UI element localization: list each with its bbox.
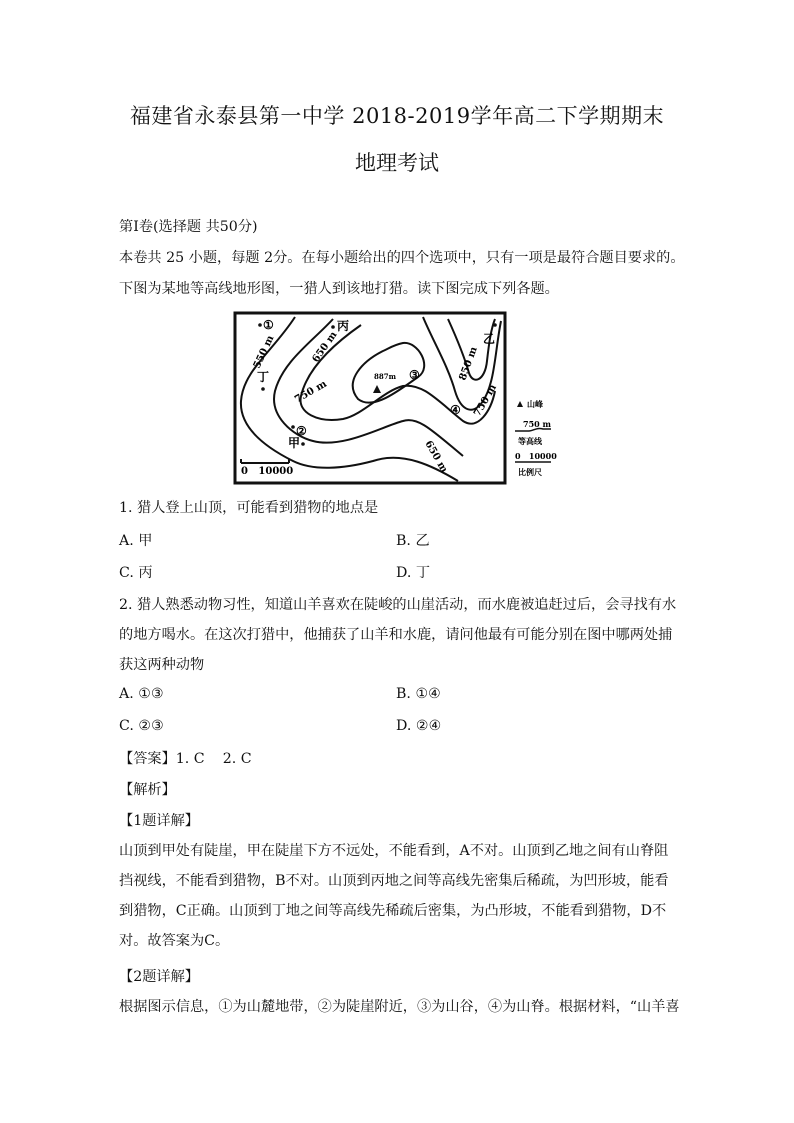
contour-map-figure bbox=[233, 311, 563, 485]
legend-peak: 山峰 bbox=[527, 399, 543, 409]
question-2-option-c: C. ②③ bbox=[119, 718, 164, 734]
answer-line bbox=[119, 749, 679, 769]
question-1-option-c: C. 丙 bbox=[119, 565, 153, 581]
question-1-option-a: A. 甲 bbox=[119, 533, 153, 549]
analysis-q2-heading: 【2题详解】 bbox=[119, 969, 199, 985]
section-instructions: 本卷共 25 小题，每题 2分。在每小题给出的四个选项中，只有一项是最符合题目要求的。 bbox=[119, 250, 685, 266]
analysis-q1-heading: 【1题详解】 bbox=[119, 813, 199, 829]
map-label-bing: 丙 bbox=[337, 319, 350, 333]
map-label-circle1: ① bbox=[263, 318, 274, 332]
map-label-peak-height: 887m bbox=[374, 372, 397, 381]
map-label-circle4: ④ bbox=[450, 403, 461, 417]
section-part: 第Ⅰ卷(选择题 共50分) bbox=[119, 219, 258, 235]
question-2-stem: 2. 猎人熟悉动物习性，知道山羊喜欢在陡峻的山崖活动，而水鹿被追赶过后，会寻找有水的地方喝水。在这次打猎中，他捕获了山羊和水鹿，请问他最有可能分别在图中哪两处捕获这两种动物 bbox=[119, 597, 677, 673]
analysis-label: 【解析】 bbox=[119, 782, 176, 798]
legend-peak-icon bbox=[517, 401, 523, 407]
answer-text: 1. C 2. C bbox=[175, 751, 252, 767]
page-subtitle: 地理考试 bbox=[355, 151, 439, 175]
legend-contour-value: 750 m bbox=[523, 419, 551, 429]
question-2-option-b: B. ①④ bbox=[396, 686, 441, 702]
map-label-jia: 甲 bbox=[288, 436, 301, 450]
legend-scale-value: 0 10000 bbox=[515, 451, 557, 461]
map-label-circle3: ③ bbox=[409, 368, 420, 382]
map-label-yi: 乙 bbox=[483, 332, 496, 346]
map-label-ding: 丁 bbox=[257, 370, 270, 384]
legend-contour: 等高线 bbox=[518, 436, 542, 446]
analysis-q2-text: 根据图示信息，①为山麓地带，②为陡崖附近，③为山谷，④为山脊。根据材料，“山羊喜 bbox=[119, 999, 680, 1015]
answer-label: 【答案】 bbox=[119, 751, 176, 767]
contour-label-550: 550 m bbox=[251, 333, 277, 371]
legend-scale: 比例尺 bbox=[518, 467, 542, 477]
analysis-q1-text: 山顶到甲处有陡崖，甲在陡崖下方不远处，不能看到，A不对。山顶到乙地之间有山脊阻挡视线，不能看到猎物，B不对。山顶到丙地之间等高线先密集后稀疏，为凹形坡，能看到猎物，C正确。山顶到丁地之间等高线先稀疏后密集，为凸形坡，不能看到猎物，D不对。故答案为C。 bbox=[119, 843, 669, 949]
map-scale-label: 0 10000 bbox=[241, 466, 294, 477]
page-title: 福建省永泰县第一中学 2018-2019学年高二下学期期末 bbox=[129, 104, 665, 128]
question-1-option-b: B. 乙 bbox=[396, 533, 430, 549]
contour-label-650-top: 650 m bbox=[310, 329, 340, 365]
section-intro: 下图为某地等高线地形图，一猎人到该地打猎。读下图完成下列各题。 bbox=[119, 281, 559, 297]
question-1-option-d: D. 丁 bbox=[396, 565, 431, 581]
question-1-stem: 1. 猎人登上山顶，可能看到猎物的地点是 bbox=[119, 500, 379, 516]
question-2-option-d: D. ②④ bbox=[396, 718, 442, 734]
map-label-circle2: ② bbox=[296, 424, 307, 438]
contour-label-650-bottom: 650 m bbox=[422, 439, 450, 475]
contour-label-850: 850 m bbox=[457, 345, 480, 383]
contour-label-750-left: 750 m bbox=[293, 378, 329, 406]
contour-label-750-right: 750 m bbox=[472, 382, 500, 419]
question-2-option-a: A. ①③ bbox=[119, 686, 164, 702]
